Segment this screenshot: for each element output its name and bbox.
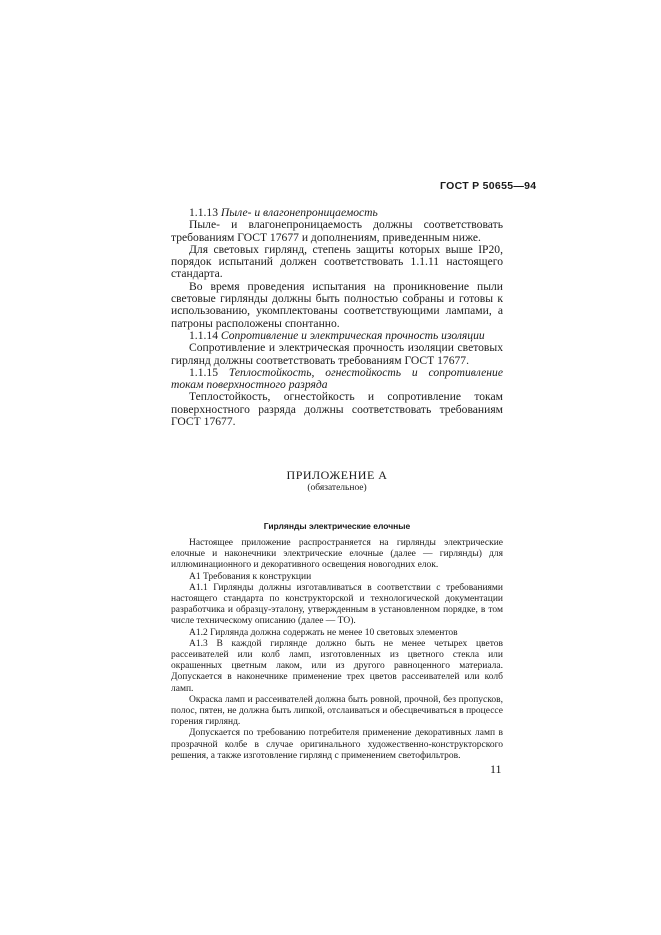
appendix-text (171, 538, 503, 762)
paragraph: Во время проведения испытания на проникновение пыли световые гирлянды должны быть полностью собраны и готовы к использованию, укомплектованы соответствующими лампами, а патроны расположены спонтанно. (171, 279, 503, 330)
paragraph: Окраска ламп и рассеивателей должна быть ровной, прочной, без пропусков, полос, пятен, не должна быть липкой, отслаиваться и обесцвечиваться в процессе горения гирлянд. (171, 694, 503, 728)
main-text (171, 207, 503, 428)
clause-number: 1.1.15 (189, 365, 218, 379)
appendix-subtitle: (обязательное) (307, 483, 367, 493)
paragraph: А1.1 Гирлянды должны изготавливаться в соответствии с требованиями настоящего стандарта по конструкторской и технологической документации разработчика и образцу-эталону, утвержденным в установленном порядке, в том числе техническому описанию (далее — ТО). (171, 582, 503, 627)
paragraph: А1 Требования к конструкции (189, 571, 312, 582)
clause-title: Теплостойкость, огнестойкость и сопротивление токам поверхностного разряда (171, 365, 503, 392)
appendix-heading: Гирлянды электрические елочные (263, 521, 411, 531)
clause-number: 1.1.14 (189, 328, 218, 342)
paragraph: Пыле- и влагонепроницаемость должны соответствовать требованиям ГОСТ 17677 и дополнениям, приведенным ниже. (171, 218, 503, 244)
paragraph: Настоящее приложение распространяется на гирлянды электрические елочные и наконечники электрические елочные (далее — гирлянды) для иллюминационного и декоративного освещения новогодних елок. (171, 538, 503, 571)
paragraph: Допускается по требованию потребителя применение декоративных ламп в прозрачной колбе в случае оригинального художественно-конструкторского решения, а также изготовление гирлянд с применением светофильтров. (171, 728, 503, 761)
clause-title: Пыле- и влагонепроницаемость (220, 206, 378, 219)
paragraph: А1.2 Гирлянда должна содержать не менее 10 световых элементов (189, 627, 458, 638)
paragraph: Для световых гирлянд, степень защиты которых выше IP20, порядок испытаний должен соответствовать 1.1.11 настоящего стандарта. (171, 242, 503, 281)
clause-1-1-15-heading (171, 367, 503, 392)
paragraph: Сопротивление и электрическая прочность изоляции световых гирлянд должны соответствовать требованиям ГОСТ 17677. (171, 341, 503, 367)
paragraph: А1.3 В каждой гирлянде должно быть не менее четырех цветов рассеивателей или колб ламп, изготовленных из цветного стекла или окрашенных цветным лаком, или из другого равноценного материала. Допускается в наконечнике применение трех цветов рассеивателей или колб ламп. (171, 638, 503, 694)
standard-code: ГОСТ Р 50655—94 (440, 180, 537, 192)
clause-number: 1.1.13 (189, 206, 218, 219)
appendix-title: ПРИЛОЖЕНИЕ А (286, 468, 388, 482)
clause-title: Сопротивление и электрическая прочность изоляции (220, 328, 485, 342)
page-number: 11 (490, 762, 502, 776)
paragraph: Теплостойкость, огнестойкость и сопротивление токам поверхностного разряда должны соответствовать требованиям ГОСТ 17677. (171, 390, 503, 429)
